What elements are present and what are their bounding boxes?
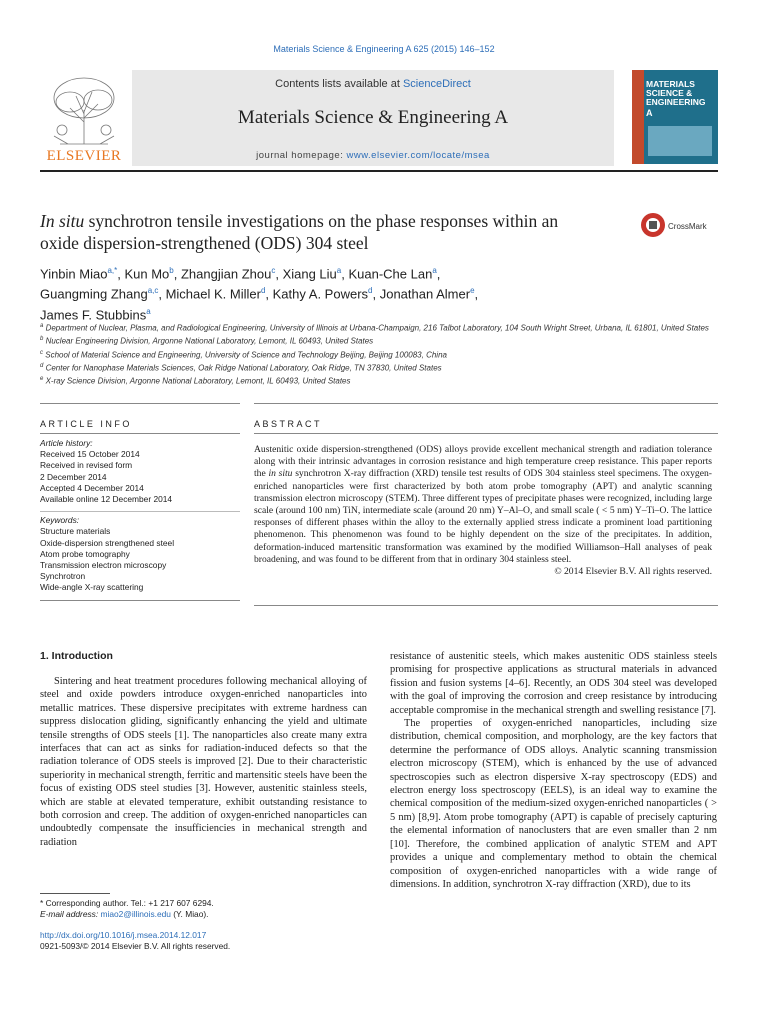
history-item: Accepted 4 December 2014 <box>40 482 144 493</box>
doi-link[interactable]: http://dx.doi.org/10.1016/j.msea.2014.12.017 <box>40 930 207 940</box>
affiliation-item <box>40 361 720 374</box>
affiliation-list <box>40 321 720 388</box>
introduction-heading: 1. Introduction <box>40 650 113 662</box>
doi-block <box>40 930 360 952</box>
article-info-rule <box>40 433 240 434</box>
email-link[interactable]: miao2@illinois.edu <box>100 908 171 919</box>
affiliation-key: d <box>40 363 44 370</box>
journal-reference[interactable]: Materials Science & Engineering A 625 (2015) 146–152 <box>273 44 495 54</box>
corresponding-line: * Corresponding author. Tel.: +1 217 607 6294. <box>40 898 214 908</box>
email-label: E-mail address: <box>40 908 101 919</box>
keyword-item: Wide-angle X-ray scattering <box>40 582 144 593</box>
author-name: Jonathan Almer <box>379 286 471 302</box>
intro-left-column <box>40 675 367 849</box>
article-info <box>40 438 240 594</box>
abstract-heading-rule <box>254 433 718 434</box>
author-list <box>40 262 680 323</box>
intro-paragraph-2: The properties of oxygen-enriched nanoparticles, including size distribution, chemical composition, and morphology, are the key factors that determine the performance of ODS alloys. Analytic scanning transmission electron microscopy (STEM), which is enhanced by the use of advanced spectroscopies such as electron dispersive X-ray spectroscopy (EDS) and electron energy loss spectroscopy (EELS), is an ideal way to examine the chemical composition of the medium-sized oxygen-enriched nanoparticles ( > 5 nm) [8,9]. Atom probe tomography (APT) is capable of precisely capturing the elemental information of nanoclusters that are even smaller than 2 nm [10]. Therefore, the combined application of analytic STEM and APT provides a unique and complementary method to obtain the chemical composition of oxygen-enriched nanoparticles with a wide range of dimensions. In addition, synchrotron X-ray diffraction (XRD), due to its <box>390 718 717 890</box>
affiliation-item <box>40 348 720 361</box>
contents-prefix: Contents lists available at <box>275 78 403 90</box>
affiliation-key: e <box>40 376 44 383</box>
contents-line <box>132 78 614 90</box>
article-info-bottom-rule <box>40 600 240 601</box>
author-affiliation-marker[interactable]: c <box>271 266 276 275</box>
header-divider <box>40 170 718 172</box>
affiliation-text: Center for Nanophase Materials Sciences, Oak Ridge National Laboratory, Oak Ridge, TN 37830, United States <box>45 363 442 373</box>
history-item: 2 December 2014 <box>40 471 107 482</box>
author-name: James F. Stubbins <box>40 306 147 322</box>
affiliation-key: b <box>40 336 44 343</box>
keyword-item: Synchrotron <box>40 571 86 582</box>
affiliation-text: Nuclear Engineering Division, Argonne National Laboratory, Lemont, IL 60493, United States <box>45 337 374 347</box>
affiliation-key: c <box>40 349 43 356</box>
author-separator: , <box>275 266 283 282</box>
publisher-wordmark: ELSEVIER <box>46 148 122 164</box>
author-name: Kuan-Che Lan <box>348 266 433 282</box>
author-affiliation-marker[interactable]: e <box>470 286 475 296</box>
title-rest: synchrotron tensile investigations on the phase responses within an oxide dispersion-strengthened (ODS) 304 steel <box>40 211 559 253</box>
intro-paragraph-1-cont: resistance of austenitic steels, which makes austenitic ODS stainless steels promising for prospective applications as structural materials in advanced fission and fusion systems [4–6]. Recently, an ODS 304 steel was developed with the goal of improving the corrosion and creep resistance by introducing acceptable compromise in the mechanical strength and swelling resistance [7]. <box>390 651 717 716</box>
email-suffix: (Y. Miao). <box>170 908 209 919</box>
cover-illustration <box>648 126 712 156</box>
article-info-heading: ARTICLE INFO <box>40 419 132 429</box>
author-affiliation-marker[interactable]: d <box>260 286 266 296</box>
keyword-item: Transmission electron microscopy <box>40 560 167 571</box>
journal-cover-image <box>632 70 718 164</box>
history-list <box>40 449 240 505</box>
abstract-text-1: Austenitic oxide dispersion-strengthened (ODS) alloys provide excellent mechanical strength and radiation tolerance along with their intrinsic advantages in corrosion resistance and high temperature creep resistance. This paper reports the <box>254 444 712 480</box>
cover-letter: A <box>646 108 653 118</box>
author-affiliation-marker[interactable]: b <box>169 266 174 275</box>
affiliation-text: Department of Nuclear, Plasma, and Radiological Engineering, University of Illinois at Urbana-Champaign, 216 Talbot Laboratory, 104 South Wright Street, Urbana, IL 61801, United States <box>45 323 709 333</box>
author-name: Kun Mo <box>124 266 170 282</box>
corresponding-author-note <box>40 898 360 919</box>
author-name: Michael K. Miller <box>165 286 261 302</box>
article-title <box>40 210 600 254</box>
intro-paragraph-1: Sintering and heat treatment procedures following mechanical alloying of steel and oxide powders introduce oxygen-enriched nanoparticles into metallic matrices. These dispersive precipitates with extreme hardness can suppress dislocation gliding, significantly enhancing the yield and ultimate tensile strengths of ODS steels [1]. The nanoparticles also create many extra interfaces that can act as sinks for radiation-induced defects so that the radiation tolerance of ODS steels is improved [2]. Due to their characteristic superiority in mechanical strength, ferritic and martensitic steels have been the focus of existing ODS steel studies [3]. However, austenitic stainless steels, which are stable at elevated temperature, exhibit outstanding resistance to both corrosion and creep. The addition of oxygen-enriched nanoparticles can undoubtedly compensate the insufficiencies in mechanical strength and radiation <box>40 676 367 848</box>
affiliation-item <box>40 334 720 347</box>
intro-right-column <box>390 650 717 891</box>
author-affiliation-marker[interactable]: a,* <box>107 266 118 275</box>
abstract-italic: in situ <box>268 468 293 480</box>
affiliation-key: a <box>40 323 44 329</box>
author-separator: , <box>173 266 181 282</box>
issn-line: 0921-5093/© 2014 Elsevier B.V. All rights reserved. <box>40 941 231 951</box>
author-affiliation-marker[interactable]: a,c <box>147 286 159 296</box>
author-separator: , <box>474 286 479 302</box>
keywords-list <box>40 526 240 593</box>
abstract-bottom-rule <box>254 605 718 606</box>
author-name: Yinbin Miao <box>40 266 108 282</box>
abstract-top-rule <box>254 403 718 404</box>
author-separator: , <box>265 286 273 302</box>
footnote-rule <box>40 893 110 894</box>
abstract-heading: ABSTRACT <box>254 419 323 429</box>
keyword-item: Oxide-dispersion strengthened steel <box>40 537 175 548</box>
history-item: Received in revised form <box>40 460 133 471</box>
author-affiliation-marker[interactable]: a <box>432 266 437 275</box>
sciencedirect-link[interactable]: ScienceDirect <box>402 78 471 90</box>
keywords-label: Keywords: <box>40 515 80 526</box>
cover-title <box>646 80 716 118</box>
author-name: Xiang Liu <box>282 266 337 282</box>
author-separator: , <box>341 266 349 282</box>
abstract-text-2: synchrotron X-ray diffraction (XRD) tensile test results of ODS 304 stainless steel specimens. The oxygen-enriched nanoparticles were first characterized by both atom probe tomography (APT) and analytic scanning transmission electron microscopy (STEM). Three different types of precipitate phases were recognized, including large scale (around 100 nm) TiN, intermediate scale (around 20 nm) Y–Al–O, and small scale ( < 5 nm) Y–Ti–O. The lattice responses of different phases within the alloy to the externally applied stress indicate a prominent load partitioning phenomenon. This phenomenon was found to be highly dependent on the size of the precipitates. In addition, deformation-induced martensitic transformation was examined by the modified Williamson–Hall analyses of peak broadening, and was found to be different from that in ordinary 304 stainless steel. <box>254 468 712 565</box>
journal-homepage <box>132 150 614 161</box>
author-name: Kathy A. Powers <box>272 286 369 302</box>
keyword-item: Structure materials <box>40 526 111 537</box>
crossmark-label[interactable]: CrossMark <box>668 222 707 231</box>
history-item: Received 15 October 2014 <box>40 449 140 460</box>
keywords-rule <box>40 511 240 512</box>
affiliation-text: School of Material Science and Engineering, University of Science and Technology Beijing, Beijing 100083, China <box>45 350 447 360</box>
author-name: Guangming Zhang <box>40 286 148 302</box>
email-line <box>40 909 360 920</box>
author-affiliation-marker[interactable]: a <box>336 266 342 275</box>
journal-title: Materials Science & Engineering A <box>237 107 509 128</box>
cover-title-text: MATERIALS SCIENCE & ENGINEERING <box>646 79 706 107</box>
author-separator: , <box>372 286 380 302</box>
affiliation-item <box>40 374 720 387</box>
author-name: Zhangjian Zhou <box>180 266 272 282</box>
abstract-body <box>254 444 712 578</box>
history-item: Available online 12 December 2014 <box>40 494 173 505</box>
homepage-link[interactable]: www.elsevier.com/locate/msea <box>346 150 490 161</box>
affiliation-item <box>40 321 720 334</box>
homepage-prefix: journal homepage: <box>256 150 347 161</box>
keyword-item: Atom probe tomography <box>40 548 130 559</box>
author-separator: , <box>158 286 166 302</box>
author-separator: , <box>117 266 125 282</box>
history-label: Article history: <box>40 438 93 448</box>
article-info-top-rule <box>40 403 240 404</box>
title-italic: In situ <box>40 211 85 231</box>
author-affiliation-marker[interactable]: a <box>146 306 151 316</box>
author-separator: , <box>436 266 441 282</box>
author-affiliation-marker[interactable]: d <box>368 286 373 296</box>
affiliation-text: X-ray Science Division, Argonne National Laboratory, Lemont, IL 60493, United States <box>45 377 351 387</box>
abstract-copyright: © 2014 Elsevier B.V. All rights reserved. <box>554 566 712 578</box>
cover-strip <box>632 70 644 164</box>
